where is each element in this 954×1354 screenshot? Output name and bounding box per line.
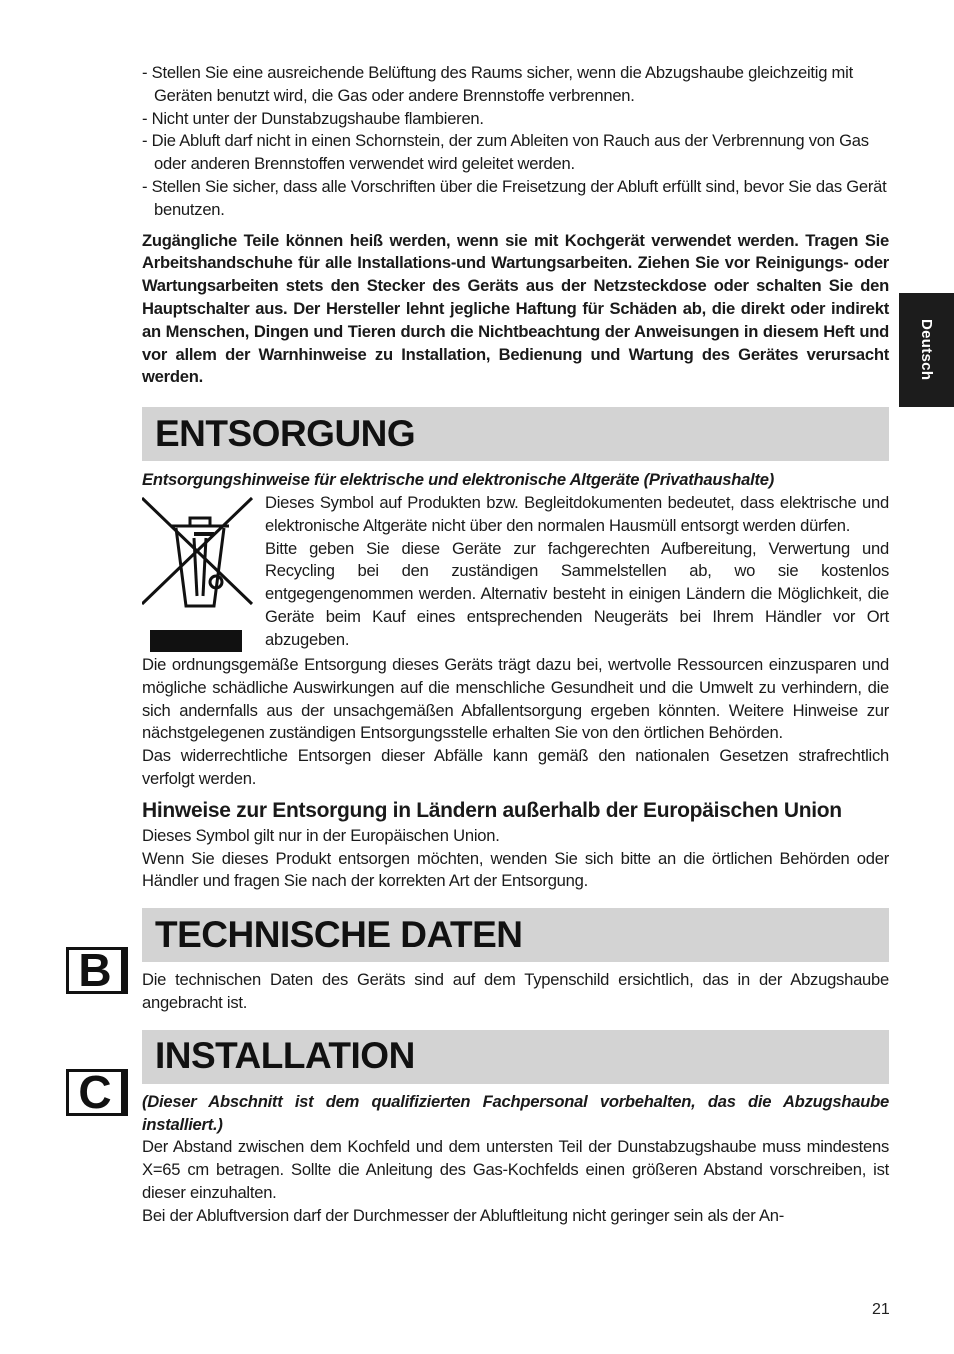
section-title: TECHNISCHE DATEN [155, 913, 523, 955]
section-heading-technische-daten [142, 908, 889, 962]
weee-block [142, 492, 889, 654]
section-heading-entsorgung [142, 407, 889, 461]
entsorgung-paragraph-4: Das widerrechtliche Entsorgen dieser Abfälle kann gemäß den nationalen Gesetzen strafrechtlich verfolgt werden. [142, 746, 889, 788]
installation-paragraph-2: Bei der Abluftversion darf der Durchmesser der Abluftleitung nicht geringer sein als der An- [142, 1205, 785, 1225]
non-eu-heading: Hinweise zur Entsorgung in Ländern außerhalb der Europäischen Union [142, 798, 842, 822]
language-tab [899, 293, 954, 407]
page-content [142, 62, 889, 1228]
section-heading-installation [142, 1030, 889, 1084]
section-title: ENTSORGUNG [155, 412, 416, 454]
intro-bullet-3: - Die Abluft darf nicht in einen Schornstein, der zum Ableiten von Rauch aus der Verbrennung von Gas oder anderen Brennstoffen verwendet wird geleitet werden. [142, 131, 869, 174]
page-number: 21 [872, 1301, 890, 1318]
safety-warning: Zugängliche Teile können heiß werden, wenn sie mit Kochgerät verwendet werden. Tragen Sie Arbeitshandschuhe für alle Installations-und Wartungsarbeiten. Ziehen Sie vor Reinigungs- oder Wartungsarbeiten stets den Stecker des Geräts aus der Netzsteckdose oder schalten Sie den Hauptschalter aus. Der Hersteller lehnt jegliche Haftung für Schäden ab, die direkt oder indirekt an Menschen, Dingen und Tieren durch die Nichtbeachtung der Anweisungen in diesem Heft und vor allem der Warnhinweise zu Installation, Bedienung und Wartung des Gerätes verursacht werden. [142, 230, 889, 387]
installation-note: (Dieser Abschnitt ist dem qualifizierten Fachpersonal vorbehalten, das die Abzugshaube installiert.) [142, 1091, 889, 1134]
entsorgung-paragraph-3: Die ordnungsgemäße Entsorgung dieses Geräts trägt dazu bei, wertvolle Ressourcen einzusparen und mögliche schädliche Auswirkungen auf die menschliche Gesundheit und die Umwelt zu verhindern, die sich andernfalls aus der unsachgemäßen Abfallentsorgung ergeben könnten. Weitere Hinweise zur nächstgelegenen zuständigen Entsorgungsstelle erhalten Sie von den örtlichen Behörden. [142, 654, 889, 743]
non-eu-paragraph-1: Dieses Symbol gilt nur in der Europäischen Union. [142, 825, 500, 845]
intro-bullet-1: - Stellen Sie eine ausreichende Belüftung des Raums sicher, wenn die Abzugshaube gleichzeitig mit Geräten benutzt wird, die Gas oder andere Brennstoffe verbrennen. [142, 63, 853, 105]
entsorgung-paragraph-1: Dieses Symbol auf Produkten bzw. Begleitdokumenten bedeutet, dass elektrische und elektronische Altgeräte nicht über den normalen Hausmüll entsorgt werden dürfen. [265, 492, 889, 535]
section-letter-b: B [66, 947, 124, 994]
crossed-out-bin-icon [142, 494, 256, 654]
intro-bullet-4: - Stellen Sie sicher, dass alle Vorschriften über die Freisetzung der Abluft erfüllt sind, bevor Sie das Gerät benutzen. [142, 176, 887, 219]
section-title: INSTALLATION [155, 1035, 415, 1077]
entsorgung-paragraph-2: Bitte geben Sie diese Geräte zur fachgerechten Aufbereitung, Verwertung und Recycling bei den zuständigen Sammelstellen ab, wo sie kostenlos entgegengenommen werden. Alternativ besteht in einigen Ländern die Möglichkeit, die Geräte beim Kauf eines entsprechenden Neugeräts bei Ihrem Händler vor Ort abzugeben. [265, 538, 889, 649]
installation-paragraph-1: Der Abstand zwischen dem Kochfeld und dem untersten Teil der Dunstabzugshaube muss mindestens X=65 cm betragen. Sollte die Anleitung des Gas-Kochfelds einen größeren Abstand vorschreiben, ist dieser einzuhalten. [142, 1137, 889, 1202]
language-tab-label: Deutsch [918, 319, 935, 381]
intro-bullet-2: - Nicht unter der Dunstabzugshaube flambieren. [142, 108, 484, 128]
non-eu-paragraph-2: Wenn Sie dieses Produkt entsorgen möchten, wenden Sie sich bitte an die örtlichen Behörden oder Händler und fragen Sie nach der korrekten Art der Entsorgung. [142, 848, 889, 891]
section-letter-c: C [66, 1069, 124, 1116]
entsorgung-subtitle: Entsorgungshinweise für elektrische und elektronische Altgeräte (Privathaushalte) [142, 470, 774, 490]
technische-daten-text: Die technischen Daten des Geräts sind auf dem Typenschild ersichtlich, das in der Abzugshaube angebracht ist. [142, 970, 889, 1012]
